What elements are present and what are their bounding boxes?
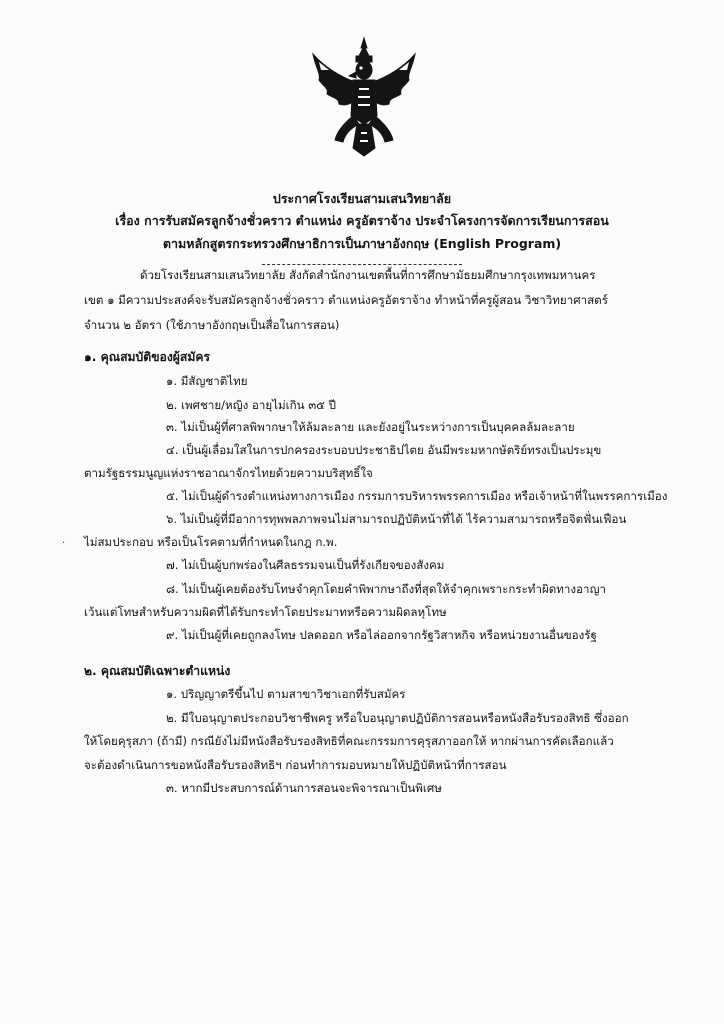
announcement-subject-line2: ตามหลักสูตรกระทรวงศึกษาธิการเป็นภาษาอังกฤษ (English Program)	[162, 236, 562, 251]
announcement-subject: เรื่อง การรับสมัครลูกจ้างชั่วคราว ตำแหน่ง ครูอัตราจ้าง ประจำโครงการจัดการเรียนการสอน	[115, 213, 609, 228]
section1-item: เว้นแต่โทษสำหรับความผิดที่ได้รับกระทำโดยประมาทหรือความผิดลหุโทษ	[84, 605, 447, 619]
section1-item: ๗. ไม่เป็นผู้บกพร่องในศีลธรรมจนเป็นที่รังเกียจของสังคม	[166, 558, 445, 572]
section2-item: ให้โดยคุรุสภา (ถ้ามี) กรณียังไม่มีหนังสือรับรองสิทธิที่คณะกรรมการคุรุสภาออกให้ หากผ่านการคัดเลือกแล้ว	[84, 734, 614, 748]
section1-item: ๒. เพศชาย/หญิง อายุไม่เกิน ๓๕ ปี	[166, 398, 337, 412]
title-divider	[262, 264, 462, 265]
section1-item: ตามรัฐธรรมนูญแห่งราชอาณาจักรไทยด้วยความบริสุทธิ์ใจ	[84, 466, 373, 480]
announcement-title: ประกาศโรงเรียนสามเสนวิทยาลัย	[272, 191, 452, 206]
section1-heading: ๑. คุณสมบัติของผู้สมัคร	[84, 350, 211, 364]
section1-item: ๖. ไม่เป็นผู้ที่มีอาการทุพพลภาพจนไม่สามารถปฏิบัติหน้าที่ได้ ไร้ความสามารถหรือจิตฟั่นเฟือน	[166, 512, 627, 526]
section2-item: ๒. มีใบอนุญาตประกอบวิชาชีพครู หรือใบอนุญาตปฏิบัติการสอนหรือหนังสือรับรองสิทธิ ซึ่งออก	[166, 711, 629, 725]
section2-item: ๓. หากมีประสบการณ์ด้านการสอนจะพิจารณาเป็นพิเศษ	[166, 781, 442, 795]
intro-line: จำนวน ๒ อัตรา (ใช้ภาษาอังกฤษเป็นสื่อในการสอน)	[84, 318, 340, 332]
section1-item: ไม่สมประกอบ หรือเป็นโรคตามที่กำหนดในกฎ ก.พ.	[84, 535, 338, 549]
section2-item: ๑. ปริญญาตรีขึ้นไป ตามสาขาวิชาเอกที่รับสมัคร	[166, 687, 406, 701]
intro-line: ด้วยโรงเรียนสามเสนวิทยาลัย สังกัดสำนักงานเขตพื้นที่การศึกษามัธยมศึกษากรุงเทพมหานคร	[140, 268, 596, 282]
section2-heading: ๒. คุณสมบัติเฉพาะตำแหน่ง	[84, 664, 231, 678]
section1-item: ๘. ไม่เป็นผู้เคยต้องรับโทษจำคุกโดยคำพิพากษาถึงที่สุดให้จำคุกเพราะกระทำผิดทางอาญา	[166, 582, 606, 596]
scan-speck: ·	[62, 538, 66, 549]
section1-item: ๔. เป็นผู้เลื่อมใสในการปกครองระบอบประชาธิปไตย อันมีพระมหากษัตริย์ทรงเป็นประมุข	[166, 443, 602, 457]
section1-item: ๙. ไม่เป็นผู้ที่เคยถูกลงโทษ ปลดออก หรือไล่ออกจากรัฐวิสาหกิจ หรือหน่วยงานอื่นของรัฐ	[166, 628, 597, 642]
garuda-emblem-icon	[309, 36, 419, 158]
section1-item: ๑. มีสัญชาติไทย	[166, 374, 248, 388]
section1-item: ๓. ไม่เป็นผู้ที่ศาลพิพากษาให้ล้มละลาย และยังอยู่ในระหว่างการเป็นบุคคลล้มละลาย	[166, 420, 575, 434]
section1-item: ๕. ไม่เป็นผู้ดำรงตำแหน่งทางการเมือง กรรมการบริหารพรรคการเมือง หรือเจ้าหน้าที่ในพรรคการเมือง	[166, 489, 668, 503]
section2-item: จะต้องดำเนินการขอหนังสือรับรองสิทธิฯ ก่อนทำการมอบหมายให้ปฏิบัติหน้าที่การสอน	[84, 758, 507, 772]
intro-line: เขต ๑ มีความประสงค์จะรับสมัครลูกจ้างชั่วคราว ตำแหน่งครูอัตราจ้าง ทำหน้าที่ครูผู้สอน วิชาวิทยาศาสตร์	[84, 293, 608, 307]
